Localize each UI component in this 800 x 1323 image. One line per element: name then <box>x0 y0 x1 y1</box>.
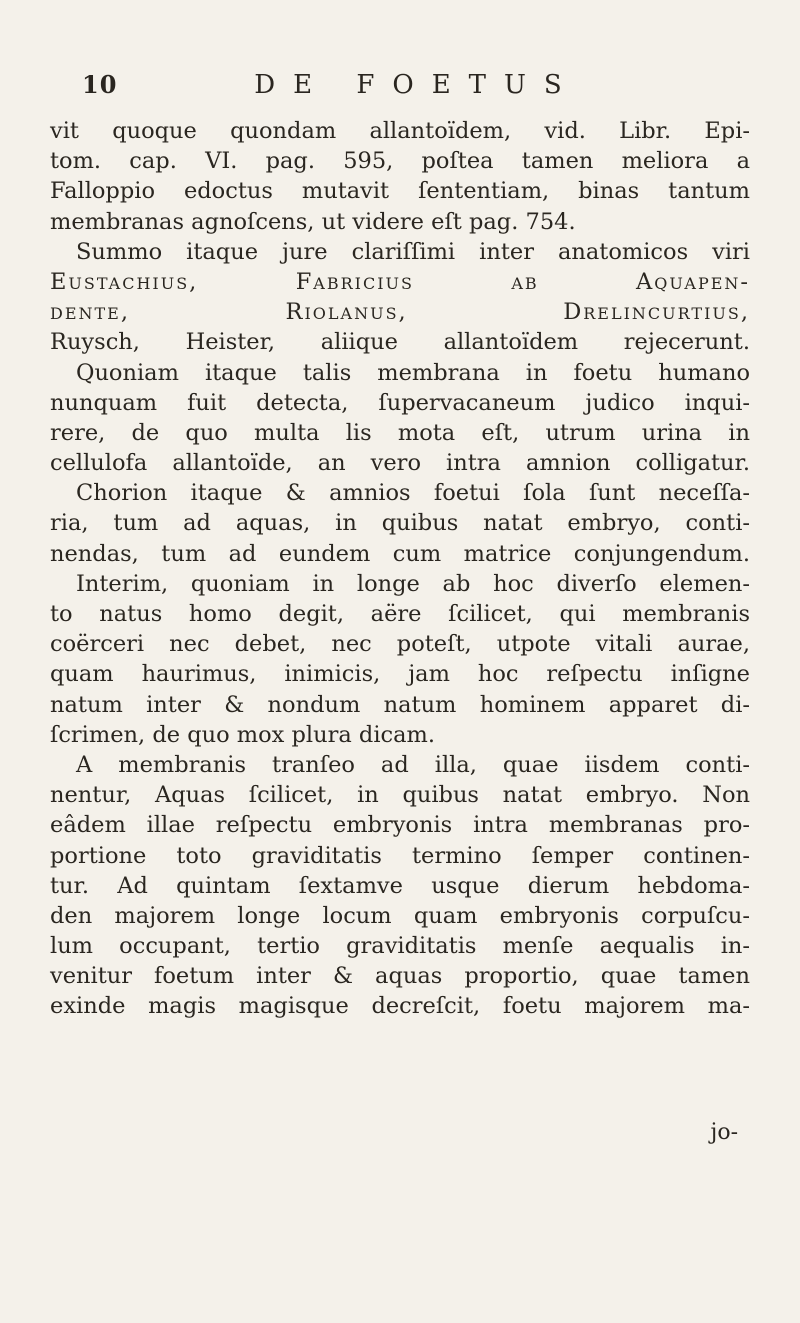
text-line: venitur foetum inter & aquas proportio, quae tamen <box>50 963 750 990</box>
text-line: rere, de quo multa lis mota eſt, utrum urina in <box>50 419 750 446</box>
body-text <box>50 116 750 1022</box>
text-line: den majorem longe locum quam embryonis corpuſcu- <box>50 902 750 929</box>
text-line: coërceri nec debet, nec poteſt, utpote vitali aurae, <box>50 631 750 658</box>
text-line: quam haurimus, inimicis, jam hoc reſpectu inſigne <box>50 661 750 688</box>
text-line: Quoniam itaque talis membrana in foetu humano <box>76 359 750 386</box>
running-title: DE FOETUS <box>254 70 580 100</box>
text-line: tur. Ad quintam ſextamve usque dierum hebdoma- <box>50 872 750 899</box>
text-line: eâdem illae reſpectu embryonis intra membranas pro- <box>50 812 750 839</box>
text-line: Chorion itaque & amnios foetui ſola ſunt neceſſa- <box>76 480 750 507</box>
text-line: natum inter & nondum natum hominem apparet di- <box>50 691 750 718</box>
text-line: A membranis tranſeo ad illa, quae iisdem conti- <box>76 751 750 778</box>
text-line: Summo itaque jure clariſſimi inter anatomicos viri <box>76 238 750 265</box>
text-line: to natus homo degit, aëre ſcilicet, qui membranis <box>50 601 750 627</box>
text-line: tom. cap. VI. pag. 595, poſtea tamen meliora a <box>50 148 750 175</box>
text-line: ria, tum ad aquas, in quibus natat embryo, conti- <box>50 510 750 537</box>
text-line: dente, Riolanus, Drelincurtius, <box>50 299 750 326</box>
text-line: exinde magis magisque decreſcit, foetu majorem ma- <box>50 993 750 1020</box>
page-header <box>82 70 722 110</box>
text-line: cellulofa allantoïde, an vero intra amnion colligatur. <box>50 450 750 477</box>
catchword: jo- <box>710 1120 738 1145</box>
text-line: nendas, tum ad eundem cum matrice conjungendum. <box>50 540 750 567</box>
text-line: nentur, Aquas ſcilicet, in quibus natat embryo. Non <box>50 782 750 809</box>
text-line: lum occupant, tertio graviditatis menſe aequalis in- <box>50 933 750 960</box>
text-line: nunquam fuit detecta, ſupervacaneum judico inqui- <box>50 389 750 416</box>
text-line: portione toto graviditatis termino ſemper continen- <box>50 842 750 869</box>
page-number: 10 <box>82 70 118 99</box>
text-line: Interim, quoniam in longe ab hoc diverſo elemen- <box>76 570 750 597</box>
text-line: vit quoque quondam allantoïdem, vid. Libr. Epi- <box>50 118 750 144</box>
text-line: Falloppio edoctus mutavit ſententiam, binas tantum <box>50 178 750 205</box>
text-line: membranas agnoſcens, ut videre eſt pag. 754. <box>50 208 576 235</box>
text-line: ſcrimen, de quo mox plura dicam. <box>50 721 436 748</box>
text-line: Ruysch, Heister, aliique allantoïdem rejecerunt. <box>50 329 750 356</box>
text-line: Eustachius, Fabricius ab Aquapen- <box>50 268 750 295</box>
